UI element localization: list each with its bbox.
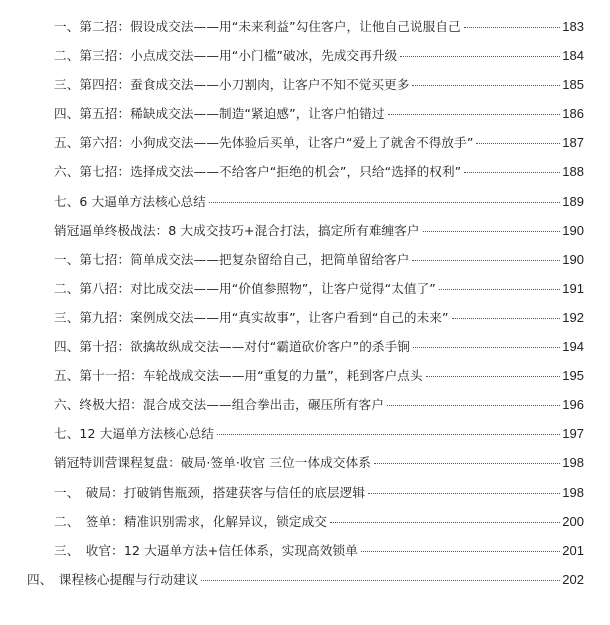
toc-page-number: 200 <box>562 513 584 529</box>
toc-entry-title: 六、第七招：选择成交法——不给客户“拒绝的机会”，只给“选择的权利” <box>54 164 462 180</box>
toc-entry-title: 四、 课程核心提醒与行动建议 <box>27 571 199 587</box>
toc-dot-leader <box>452 318 561 319</box>
toc-entry[interactable] <box>0 303 610 332</box>
toc-page-number: 186 <box>562 106 584 122</box>
toc-entry-title: 一、 破局：打破销售瓶颈，搭建获客与信任的底层逻辑 <box>54 484 366 500</box>
toc-entry[interactable] <box>0 12 610 41</box>
toc-page-number: 190 <box>562 222 584 238</box>
toc-page-number: 201 <box>562 542 584 558</box>
toc-entry-title: 二、第三招：小点成交法——用“小门槛”破冰，先成交再升级 <box>54 48 398 64</box>
toc-page-number: 191 <box>562 280 584 296</box>
toc-entry-title: 四、第十招：欲擒故纵成交法——对付“霸道砍价客户”的杀手锏 <box>54 339 410 355</box>
toc-page-number: 190 <box>562 251 584 267</box>
toc-dot-leader <box>412 85 560 86</box>
toc-entry-title: 一、第二招：假设成交法——用“未来利益”勾住客户，让他自己说服自己 <box>54 19 461 34</box>
toc-dot-leader <box>374 463 560 464</box>
toc-dot-leader <box>413 347 560 348</box>
toc-dot-leader <box>201 580 560 581</box>
toc-entry[interactable] <box>0 41 610 70</box>
toc-entry[interactable] <box>0 187 610 216</box>
toc-entry-title: 五、第六招：小狗成交法——先体验后买单，让客户“爱上了就舍不得放手” <box>54 135 474 151</box>
toc-entry[interactable] <box>0 536 610 565</box>
toc-dot-leader <box>400 56 560 57</box>
toc-entry-title: 七、12 大逼单方法核心总结 <box>54 426 214 442</box>
toc-page-number: 197 <box>562 426 584 442</box>
table-of-contents <box>0 12 610 594</box>
toc-entry[interactable] <box>0 507 610 536</box>
toc-page-number: 198 <box>562 455 584 471</box>
toc-entry[interactable] <box>0 565 610 594</box>
toc-entry-title: 三、 收官：12 大逼单方法+信任体系，实现高效锁单 <box>54 542 358 558</box>
toc-entry[interactable] <box>0 216 610 245</box>
toc-page-number: 183 <box>562 19 584 34</box>
toc-dot-leader <box>209 202 560 203</box>
toc-entry[interactable] <box>0 332 610 361</box>
toc-dot-leader <box>217 434 560 435</box>
toc-page-number: 196 <box>562 397 584 413</box>
toc-entry[interactable] <box>0 274 610 303</box>
toc-page-number: 187 <box>562 135 584 151</box>
toc-entry[interactable] <box>0 478 610 507</box>
toc-page-number: 189 <box>562 193 584 209</box>
toc-entry[interactable] <box>0 157 610 186</box>
toc-page-number: 194 <box>562 339 584 355</box>
toc-page-number: 188 <box>562 164 584 180</box>
toc-entry-title: 三、第四招：蚕食成交法——小刀割肉，让客户不知不觉买更多 <box>54 77 410 93</box>
toc-dot-leader <box>476 143 560 144</box>
toc-entry[interactable] <box>0 70 610 99</box>
toc-entry[interactable] <box>0 390 610 419</box>
toc-page-number: 202 <box>562 571 584 587</box>
toc-dot-leader <box>464 27 561 28</box>
toc-entry-title: 四、第五招：稀缺成交法——制造“紧迫感”，让客户怕错过 <box>54 106 385 122</box>
toc-page-number: 192 <box>562 309 584 325</box>
toc-entry[interactable] <box>0 448 610 477</box>
toc-dot-leader <box>387 405 560 406</box>
toc-entry-title: 七、6 大逼单方法核心总结 <box>54 193 206 209</box>
toc-page-number: 185 <box>562 77 584 93</box>
toc-dot-leader <box>361 551 560 552</box>
toc-entry-title: 五、第十一招：车轮战成交法——用“重复的力量”，耗到客户点头 <box>54 368 423 384</box>
toc-entry[interactable] <box>0 99 610 128</box>
toc-entry-title: 二、第八招：对比成交法——用“价值参照物”，让客户觉得“太值了” <box>54 280 436 296</box>
toc-dot-leader <box>439 289 560 290</box>
toc-page-number: 198 <box>562 484 584 500</box>
toc-page-number: 184 <box>562 48 584 64</box>
toc-dot-leader <box>426 376 561 377</box>
toc-entry-title: 销冠逼单终极战法：8 大成交技巧+混合打法，搞定所有难缠客户 <box>54 222 420 238</box>
toc-dot-leader <box>388 114 561 115</box>
toc-entry-title: 二、 签单：精准识别需求，化解异议，锁定成交 <box>54 513 327 529</box>
toc-dot-leader <box>368 493 560 494</box>
toc-page-number: 195 <box>562 368 584 384</box>
toc-entry[interactable] <box>0 361 610 390</box>
toc-entry-title: 六、终极大招：混合成交法——组合拳出击，碾压所有客户 <box>54 397 385 413</box>
toc-entry[interactable] <box>0 128 610 157</box>
toc-entry-title: 销冠特训营课程复盘：破局·签单·收官 三位一体成交体系 <box>54 455 371 471</box>
toc-dot-leader <box>423 231 561 232</box>
toc-dot-leader <box>412 260 560 261</box>
toc-dot-leader <box>464 172 560 173</box>
toc-entry[interactable] <box>0 245 610 274</box>
toc-entry[interactable] <box>0 419 610 448</box>
toc-entry-title: 三、第九招：案例成交法——用“真实故事”，让客户看到“自己的未来” <box>54 309 449 325</box>
toc-dot-leader <box>330 522 560 523</box>
toc-entry-title: 一、第七招：简单成交法——把复杂留给自己，把简单留给客户 <box>54 251 410 267</box>
